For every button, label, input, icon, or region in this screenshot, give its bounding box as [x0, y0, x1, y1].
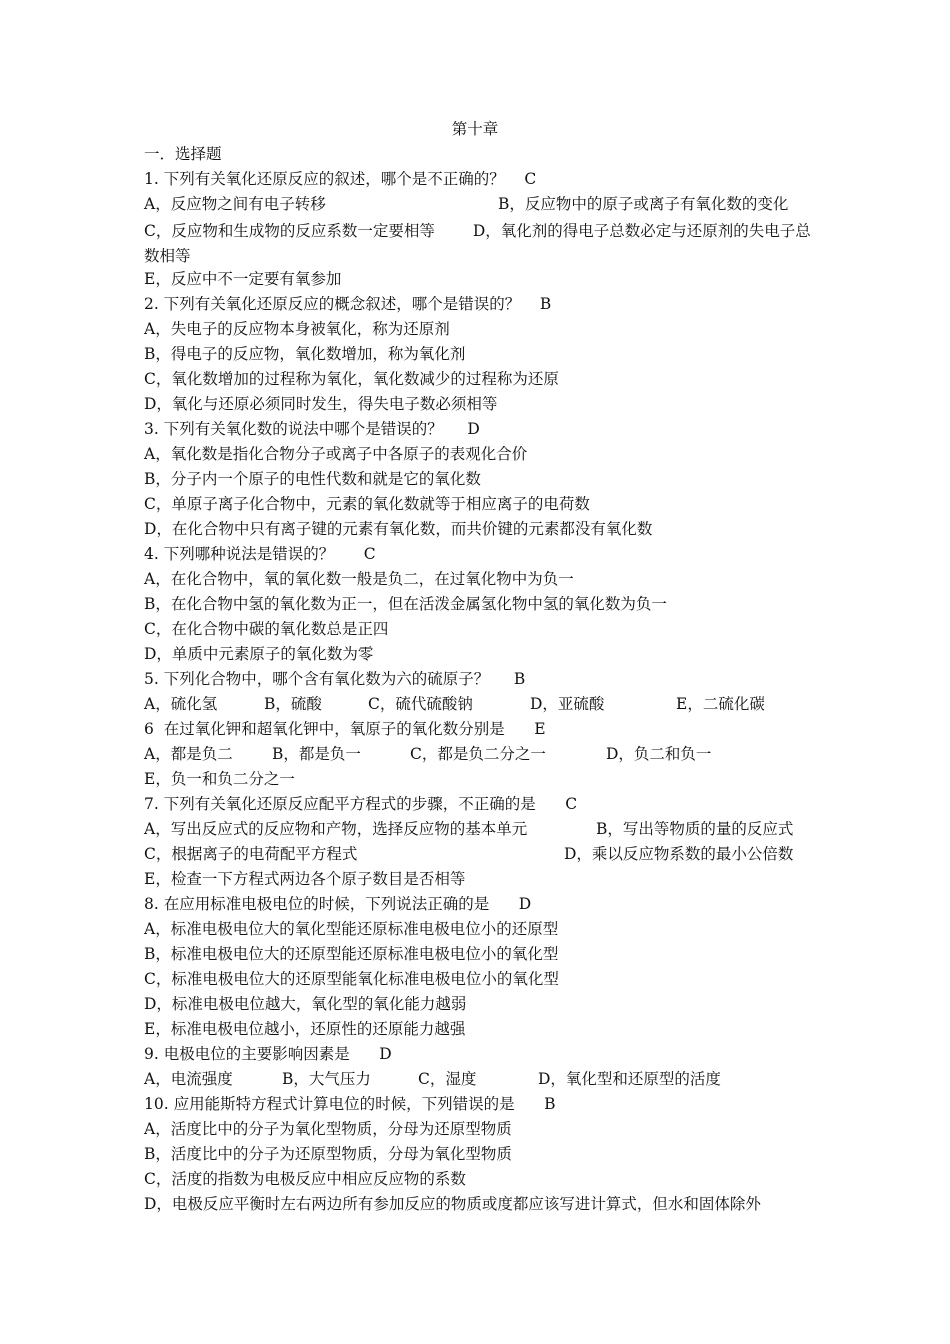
question-6-options — [144, 744, 814, 769]
question-1-options-cd — [144, 219, 814, 269]
question-2-option-d: D，氧化与还原必须同时发生，得失电子数必须相等 — [144, 395, 498, 413]
question-4-option-c: C，在化合物中碳的氧化数总是正四 — [144, 620, 389, 638]
question-8-option-e: E，标准电极电位越小，还原性的还原能力越强 — [144, 1020, 466, 1038]
question-1-options-ab — [144, 194, 814, 219]
question-4-option-a: A，在化合物中，氧的氧化数一般是负二，在过氧化物中为负一 — [144, 570, 574, 588]
question-1-option-e: E，反应中不一定要有氧参加 — [144, 270, 342, 288]
question-9-stem: 9. 电极电位的主要影响因素是 D — [144, 1045, 392, 1063]
question-2-option-a: A，失电子的反应物本身被氧化，称为还原剂 — [144, 320, 450, 338]
question-1-stem: 1. 下列有关氧化还原反应的叙述，哪个是不正确的？ C — [144, 170, 537, 188]
question-5-option-a: A，硫化氢 — [144, 695, 218, 713]
question-6-option-d: D，负二和负一 — [606, 745, 712, 763]
question-7-options-cd — [144, 844, 814, 869]
question-2-stem: 2. 下列有关氧化还原反应的概念叙述，哪个是错误的？ B — [144, 295, 552, 313]
question-6-option-a: A，都是负二 — [144, 745, 233, 763]
question-9-option-b: B，大气压力 — [282, 1070, 371, 1088]
question-1-option-c: C，反应物和生成物的反应系数一定要相等 — [144, 222, 435, 240]
question-3-option-c: C，单原子离子化合物中，元素的氧化数就等于相应离子的电荷数 — [144, 495, 590, 513]
question-8-stem: 8. 在应用标准电极电位的时候，下列说法正确的是 D — [144, 895, 532, 913]
question-9-option-c: C，湿度 — [418, 1070, 477, 1088]
question-10-option-b: B，活度比中的分子为还原型物质，分母为氧化型物质 — [144, 1145, 512, 1163]
question-5-option-d: D，亚硫酸 — [530, 695, 605, 713]
question-9-option-a: A，电流强度 — [144, 1070, 233, 1088]
question-6-option-e: E，负一和负二分之一 — [144, 770, 295, 788]
question-5-stem: 5. 下列化合物中，哪个含有氧化数为六的硫原子？ B — [144, 670, 526, 688]
question-2-option-b: B，得电子的反应物，氧化数增加，称为氧化剂 — [144, 345, 466, 363]
question-10-option-a: A，活度比中的分子为氧化型物质，分母为还原型物质 — [144, 1120, 512, 1138]
question-1-option-a: A，反应物之间有电子转移 — [144, 195, 326, 213]
question-8-option-a: A，标准电极电位大的氧化型能还原标准电极电位小的还原型 — [144, 920, 559, 938]
question-7-stem: 7. 下列有关氧化还原反应配平方程式的步骤，不正确的是 C — [144, 795, 578, 813]
question-7-option-a: A，写出反应式的反应物和产物，选择反应物的基本单元 — [144, 820, 528, 838]
question-5-option-e: E，二硫化碳 — [676, 695, 765, 713]
question-8-option-d: D，标准电极电位越大，氧化型的氧化能力越弱 — [144, 995, 467, 1013]
question-3-option-a: A，氧化数是指化合物分子或离子中各原子的表观化合价 — [144, 445, 528, 463]
question-9-option-d: D，氧化型和还原型的活度 — [538, 1070, 721, 1088]
question-6-option-b: B，都是负一 — [272, 745, 361, 763]
question-8-option-c: C，标准电极电位大的还原型能氧化标准电极电位小的氧化型 — [144, 970, 559, 988]
question-list — [144, 144, 814, 1219]
question-4-stem: 4. 下列哪种说法是错误的？ C — [144, 545, 376, 563]
question-2-option-c: C，氧化数增加的过程称为氧化，氧化数减少的过程称为还原 — [144, 370, 559, 388]
section-title: 一．选择题 — [144, 145, 222, 163]
question-7-option-e: E，检查一下方程式两边各个原子数目是否相等 — [144, 870, 466, 888]
question-5-option-b: B，硫酸 — [264, 695, 322, 713]
question-1-option-d: D，氧化剂的得电子总数必定与还原剂的失电子总数相等 — [144, 222, 811, 265]
question-6-stem: 6 在过氧化钾和超氧化钾中，氧原子的氧化数分别是 E — [144, 720, 546, 738]
question-8-option-b: B，标准电极电位大的还原型能还原标准电极电位小的氧化型 — [144, 945, 559, 963]
question-7-option-c: C，根据离子的电荷配平方程式 — [144, 845, 358, 863]
question-7-option-d: D，乘以反应物系数的最小公倍数 — [564, 845, 794, 863]
question-7-option-b: B，写出等物质的量的反应式 — [596, 820, 794, 838]
question-3-option-b: B，分子内一个原子的电性代数和就是它的氧化数 — [144, 470, 481, 488]
question-7-options-ab — [144, 819, 814, 844]
question-6-option-c: C，都是负二分之一 — [410, 745, 546, 763]
question-3-option-d: D，在化合物中只有离子键的元素有氧化数，而共价键的元素都没有氧化数 — [144, 520, 653, 538]
question-3-stem: 3. 下列有关氧化数的说法中哪个是错误的？ D — [144, 420, 480, 438]
question-10-option-d: D，电极反应平衡时左右两边所有参加反应的物质或度都应该写进计算式，但水和固体除外 — [144, 1195, 761, 1213]
question-4-option-b: B，在化合物中氢的氧化数为正一，但在活泼金属氢化物中氢的氧化数为负一 — [144, 595, 667, 613]
question-5-option-c: C，硫代硫酸钠 — [368, 695, 473, 713]
question-4-option-d: D，单质中元素原子的氧化数为零 — [144, 645, 374, 663]
question-10-stem: 10. 应用能斯特方程式计算电位的时候，下列错误的是 B — [144, 1095, 556, 1113]
question-9-options — [144, 1069, 814, 1094]
question-10-option-c: C，活度的指数为电极反应中相应反应物的系数 — [144, 1170, 466, 1188]
question-5-options — [144, 694, 814, 719]
question-1-option-b: B，反应物中的原子或离子有氧化数的变化 — [498, 195, 789, 213]
chapter-title: 第十章 — [451, 120, 499, 138]
